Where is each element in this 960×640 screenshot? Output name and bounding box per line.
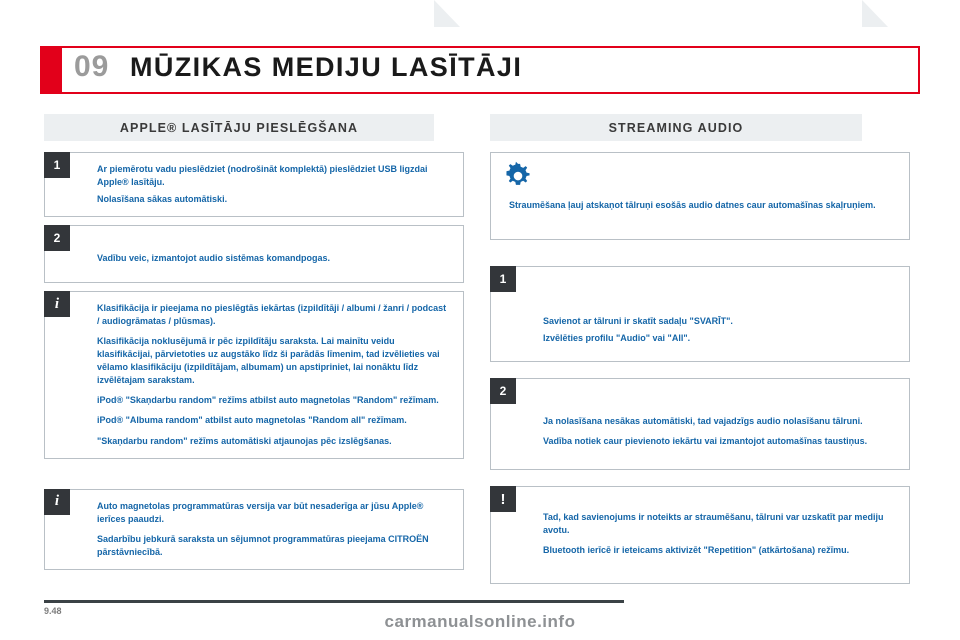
section-banner-streaming-label: STREAMING AUDIO xyxy=(608,120,744,135)
step-badge: 2 xyxy=(44,225,70,251)
block-text: Ar piemērotu vadu pieslēdziet (nodrošināt komplektā) pieslēdziet USB ligzdai Apple® lasītāju. xyxy=(97,164,428,188)
block-text: iPod® "Albuma random" atbilst auto magnetolas "Random all" režīmam. xyxy=(97,415,407,426)
section-banner-apple xyxy=(44,114,434,141)
step-block xyxy=(490,266,910,362)
block-text: Klasifikācija ir pieejama no pieslēgtās iekārtas (izpildītāji / albumi / žanri / podcast / audiogrāmatas / plūsmas). xyxy=(97,303,447,327)
block-text: Straumēšana ļauj atskaņot tālruņi esošās audio datnes caur automašīnas skaļruņiem. xyxy=(509,200,876,210)
footer-rule xyxy=(44,600,624,603)
block-text: Sadarbību jebkurā saraksta un sējumnot programmatūras pieejama CITROËN pārstāvniecībā. xyxy=(97,533,429,557)
gear-icon xyxy=(503,161,533,191)
block-text: Savienot ar tālruni ir skatīt sadaļu "SVARĪT". xyxy=(543,316,733,326)
info-block xyxy=(44,489,464,570)
info-block xyxy=(44,291,464,458)
step-badge: 2 xyxy=(490,378,516,404)
page-number: 9.48 xyxy=(44,606,62,616)
block-text: Izvēlēties profilu "Audio" vai "All". xyxy=(543,333,691,344)
intro-block xyxy=(490,152,910,240)
block-text: Nolasīšana sākas automātiski. xyxy=(97,194,228,205)
step-block xyxy=(44,152,464,217)
warning-badge: ! xyxy=(490,486,516,512)
section-banner-streaming-flag xyxy=(862,0,888,27)
section-banner-apple-flag xyxy=(434,0,460,27)
block-text: Ja nolasīšana nesākas automātiski, tad vajadzīgs audio nolasīšanu tālruni. xyxy=(543,416,863,426)
warning-block xyxy=(490,486,910,584)
block-text: "Skaņdarbu random" režīms automātiski atjaunojas pēc izslēgšanas. xyxy=(97,435,392,446)
watermark: carmanualsonline.info xyxy=(384,612,576,631)
block-text: Klasifikācija noklusējumā ir pēc izpildītāju saraksta. Lai mainītu veidu klasifikācijai, pārvietoties uz augstāko līdz ši parādās līmenim, tad izvēlieties vai vēlamo klasifikāciju (izpildītājam, albumam) un apstipriniet, lai nonāktu līdz izvēlētajam sarakstam. xyxy=(97,336,440,386)
block-text: Vadību veic, izmantojot audio sistēmas komandpogas. xyxy=(97,253,331,264)
section-banner-apple-label: APPLE® LASĪTĀJU PIESLĒGŠANA xyxy=(119,120,359,135)
page-title: MŪZIKAS MEDIJU LASĪTĀJI xyxy=(130,52,523,82)
block-text: iPod® "Skaņdarbu random" režīms atbilst auto magnetolas "Random" režīmam. xyxy=(97,395,439,406)
step-badge: 1 xyxy=(490,266,516,292)
left-column xyxy=(44,152,464,578)
step-block xyxy=(44,225,464,283)
block-text: Tad, kad savienojums ir noteikts ar straumēšanu, tālruni var uzskatīt par mediju avotu. xyxy=(543,512,884,536)
header-red-tab xyxy=(40,46,62,94)
section-banner-streaming xyxy=(490,114,862,141)
step-block xyxy=(490,378,910,470)
right-column xyxy=(490,152,910,592)
chapter-number: 09 xyxy=(74,50,110,83)
block-text: Bluetooth ierīcē ir ieteicams aktivizēt "Repetition" (atkārtošana) režīmu. xyxy=(543,545,850,556)
info-badge: i xyxy=(44,489,70,515)
info-badge: i xyxy=(44,291,70,317)
step-badge: 1 xyxy=(44,152,70,178)
block-text: Vadība notiek caur pievienoto iekārtu vai izmantojot automašīnas taustiņus. xyxy=(543,436,868,447)
block-text: Auto magnetolas programmatūras versija var būt nesaderīga ar jūsu Apple® ierīces paaudzi. xyxy=(97,500,424,524)
